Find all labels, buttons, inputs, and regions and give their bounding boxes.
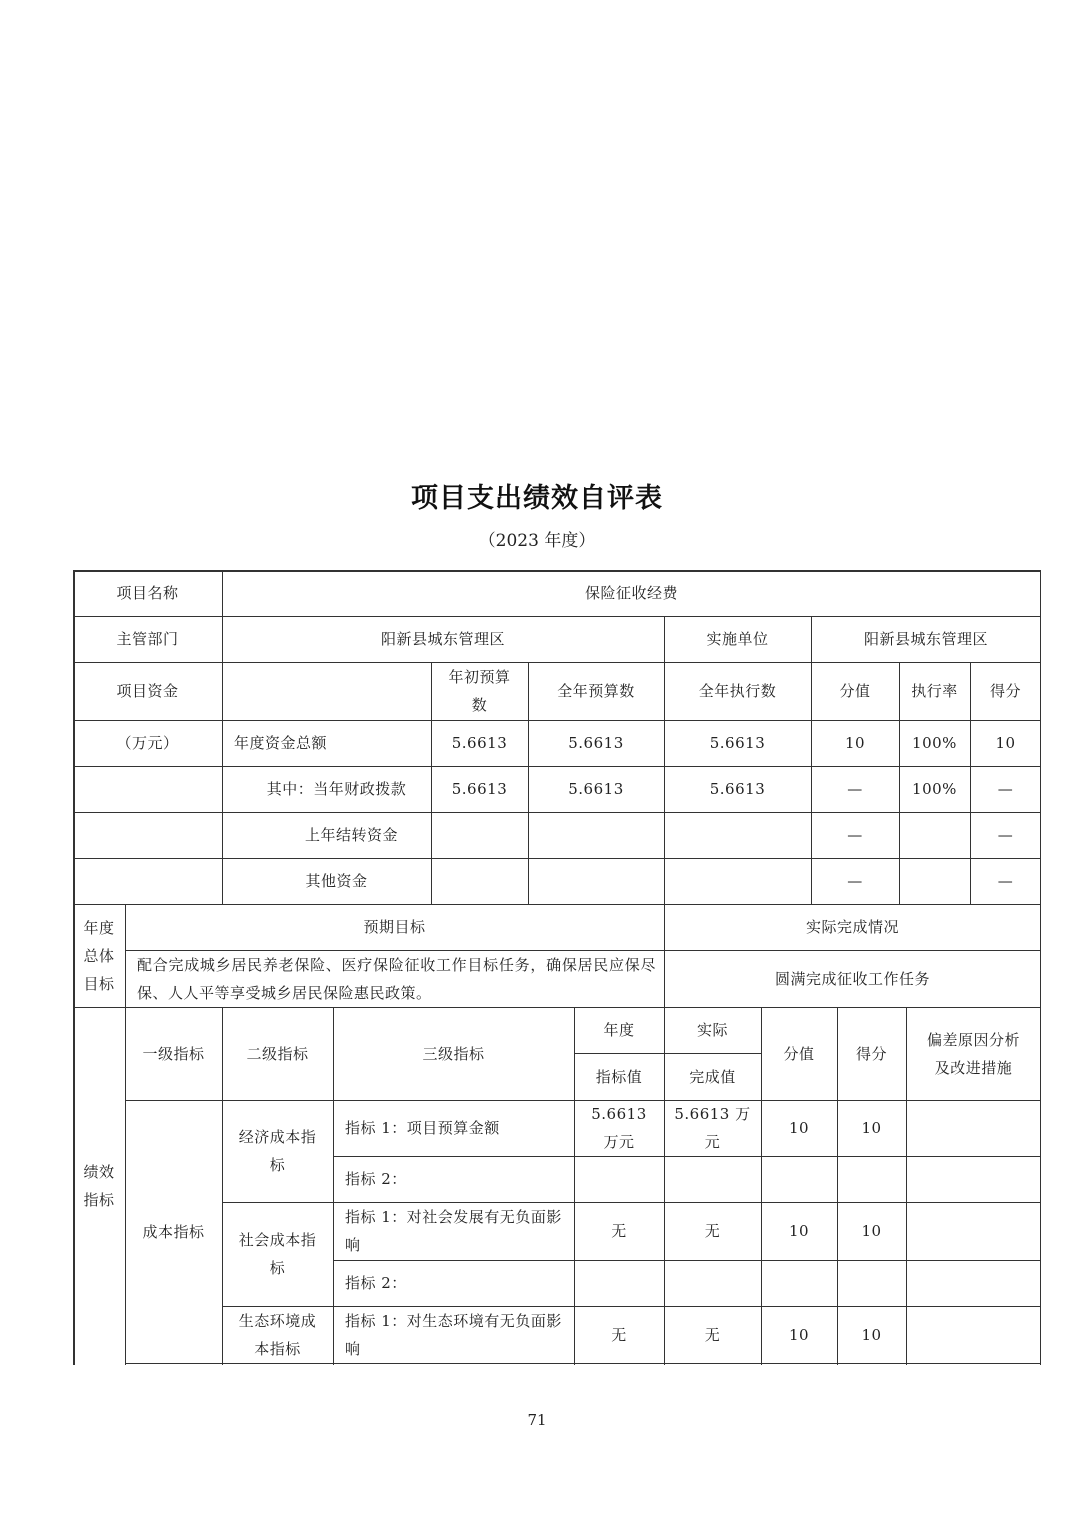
project-name-value: 保险征收经费 <box>584 584 678 602</box>
header-annual: 年度 <box>603 1021 635 1039</box>
annual-total-initial: 5.6613 <box>451 734 508 752</box>
header-indicator-score: 得分 <box>855 1044 887 1063</box>
header-level2: 二级指标 <box>246 1044 309 1063</box>
label-performance-indicators: 绩效指标 <box>83 1163 115 1209</box>
header-completed-value: 完成值 <box>689 1067 736 1086</box>
supervisor-dept-value: 阳新县城东管理区 <box>380 630 505 648</box>
ecological-indicator-1-target: 无 <box>611 1325 627 1344</box>
current-fiscal-full-year: 5.6613 <box>568 780 624 798</box>
other-funds-score-value: — <box>847 872 863 890</box>
header-expected-goal: 预期目标 <box>363 918 426 936</box>
header-indicator-score-value: 分值 <box>783 1044 815 1063</box>
economic-indicator-1-score: 10 <box>861 1119 882 1137</box>
current-fiscal-score-value: — <box>847 780 863 798</box>
current-fiscal-score: — <box>997 780 1014 798</box>
page-number: 71 <box>527 1411 547 1429</box>
label-prior-carryover: 上年结转资金 <box>304 826 398 844</box>
page-title: 项目支出绩效自评表 <box>411 483 663 514</box>
header-indicator-value: 指标值 <box>595 1067 643 1086</box>
actual-completion-text: 圆满完成征收工作任务 <box>774 969 930 988</box>
header-initial-budget: 年初预算数 <box>448 668 511 714</box>
label-annual-total: 年度资金总额 <box>234 734 328 752</box>
header-score-value: 分值 <box>839 682 871 700</box>
label-implementing-unit: 实施单位 <box>706 630 769 648</box>
self-evaluation-table <box>73 570 1041 1365</box>
level2-social-cost: 社会成本指标 <box>238 1231 317 1277</box>
label-project-funds: 项目资金 <box>116 682 179 700</box>
prior-carryover-score-value: — <box>847 826 863 844</box>
label-current-fiscal: 其中：当年财政拨款 <box>266 780 407 798</box>
label-project-name: 项目名称 <box>116 584 179 602</box>
social-indicator-1: 指标 1：对社会发展有无负面影响 <box>345 1208 562 1254</box>
header-actual: 实际 <box>696 1021 728 1039</box>
social-indicator-1-score-value: 10 <box>788 1222 810 1240</box>
annual-total-full-year: 5.6613 <box>568 734 624 752</box>
current-fiscal-initial: 5.6613 <box>451 780 508 798</box>
header-full-year-budget: 全年预算数 <box>557 682 635 700</box>
expected-goal-text: 配合完成城乡居民养老保险、医疗保险征收工作目标任务，确保居民应保尽保、人人平等享受城乡居民保险惠民政策。 <box>137 955 656 1002</box>
level2-ecological-cost: 生态环境成本指标 <box>238 1311 317 1358</box>
header-execution-rate: 执行率 <box>911 682 958 700</box>
header-score: 得分 <box>989 682 1021 700</box>
social-indicator-1-score: 10 <box>861 1222 882 1240</box>
other-funds-score: — <box>997 872 1014 890</box>
social-indicator-1-actual: 无 <box>704 1222 721 1240</box>
current-fiscal-rate: 100% <box>912 780 957 798</box>
prior-carryover-score: — <box>997 826 1014 844</box>
page-subtitle: （2023 年度） <box>478 531 596 551</box>
header-level1: 一级指标 <box>142 1044 205 1063</box>
economic-indicator-1-actual: 5.6613 万元 <box>674 1105 751 1151</box>
header-deviation: 偏差原因分析及改进措施 <box>926 1030 1020 1077</box>
level1-cost-indicator: 成本指标 <box>142 1222 205 1241</box>
grid-line <box>125 1363 1041 1364</box>
economic-indicator-1-target: 5.6613 万元 <box>591 1105 647 1151</box>
level2-economic-cost: 经济成本指标 <box>238 1128 317 1174</box>
header-full-year-execution: 全年执行数 <box>698 682 777 700</box>
header-level3: 三级指标 <box>422 1044 485 1063</box>
economic-indicator-2: 指标 2： <box>345 1170 407 1188</box>
label-annual-goal: 年度总体目标 <box>83 918 115 993</box>
social-indicator-1-target: 无 <box>611 1222 627 1240</box>
label-unit-wan: （万元） <box>116 734 179 752</box>
current-fiscal-execution: 5.6613 <box>709 780 766 798</box>
ecological-indicator-1-actual: 无 <box>704 1325 721 1344</box>
label-other-funds: 其他资金 <box>305 872 368 890</box>
annual-total-score: 10 <box>995 734 1016 752</box>
economic-indicator-1: 指标 1：项目预算金额 <box>345 1119 500 1137</box>
ecological-indicator-1-score-value: 10 <box>788 1325 810 1344</box>
annual-total-score-value: 10 <box>844 734 866 752</box>
annual-total-execution: 5.6613 <box>709 734 766 752</box>
social-indicator-2: 指标 2： <box>345 1274 407 1292</box>
header-actual-completion: 实际完成情况 <box>805 918 899 936</box>
label-supervisor-dept: 主管部门 <box>116 630 179 648</box>
annual-total-rate: 100% <box>912 734 957 752</box>
economic-indicator-1-score-value: 10 <box>788 1119 810 1137</box>
ecological-indicator-1: 指标 1：对生态环境有无负面影响 <box>345 1311 562 1358</box>
implementing-unit-value: 阳新县城东管理区 <box>863 630 988 648</box>
ecological-indicator-1-score: 10 <box>861 1325 882 1344</box>
